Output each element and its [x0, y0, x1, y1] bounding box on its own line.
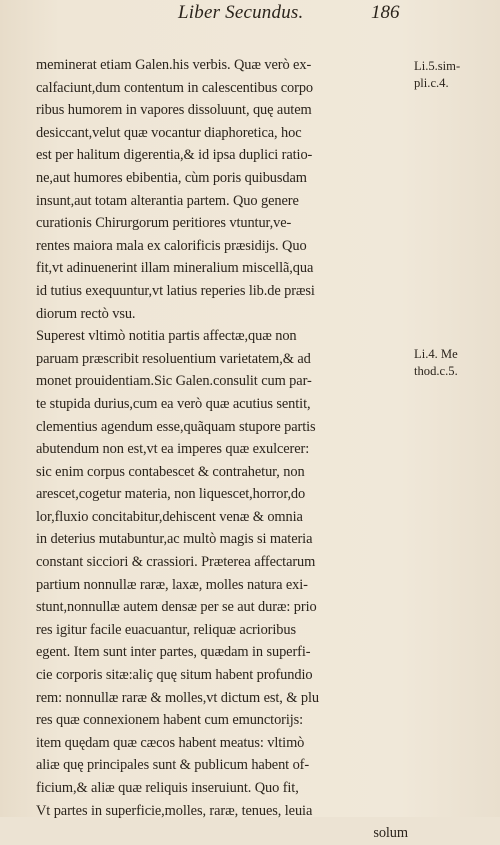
text-line: monet prouidentiam.Sic Galen.consulit cum par-	[36, 373, 312, 390]
text-line: insunt,aut totam alterantia partem. Quo genere	[36, 192, 299, 209]
text-line: rentes maiora mala ex calorificis præsidijs. Quo	[36, 237, 307, 254]
text-line: calfaciunt,dum contentum in calescentibus corpo	[36, 79, 314, 96]
text-line: te stupida durius,cum ea verò quæ acutius sentit,	[36, 395, 311, 412]
text-line: in deterius mutabuntur,ac multò magis si materia	[36, 531, 313, 548]
text-line: Superest vltimò notitia partis affectæ,quæ non	[36, 328, 297, 345]
text-line: Vt partes in superficie,molles, raræ, tenues, leuia	[36, 802, 313, 819]
marginal-note-line: thod.c.5.	[414, 364, 458, 378]
marginal-note-line: pli.c.4.	[414, 76, 449, 90]
text-line: paruam præscribit resoluentium varietatem,& ad	[36, 350, 311, 367]
text-line: ficium,& aliæ quæ reliquis inseruiunt. Quo fit,	[36, 780, 299, 796]
text-line: constant sicciori & crassiori. Præterea affectarum	[36, 554, 316, 571]
catchword: solum	[373, 825, 408, 842]
text-line: aliæ quę principales sunt & publicum habent of-	[36, 757, 310, 774]
marginal-note-line: Li.4. Me	[414, 347, 458, 361]
text-line: lor,fluxio concitabitur,dehiscent venæ & omnia	[36, 508, 303, 525]
text-line: curationis Chirurgorum peritiores vtuntur,ve-	[36, 215, 292, 232]
text-line: stunt,nonnullæ autem densæ per se aut duræ: prio	[36, 599, 317, 616]
text-line: meminerat etiam Galen.his verbis. Quæ verò ex-	[36, 57, 312, 73]
text-line: rem: nonnullæ raræ & molles,vt dictum est, & plu	[36, 689, 319, 706]
text-line: clementius agendum esse,quãquam stupore partis	[36, 418, 316, 435]
text-line: cie corporis sitæ:aliç quę situm habent profundio	[36, 667, 313, 684]
running-head: Liber Secundus.	[178, 2, 304, 23]
text-line: ribus humorem in vapores dissoluunt, quę autem	[36, 102, 312, 119]
text-line: ne,aut humores ebibentia, cùm poris quibusdam	[36, 169, 307, 186]
text-line: res quæ connexionem habent cum emunctorijs:	[36, 712, 304, 729]
page-header	[0, 0, 500, 30]
text-line: fit,vt adinuenerint illam mineralium miscellã,qua	[36, 260, 314, 277]
text-line: partium nonnullæ raræ, laxæ, molles natura exi-	[36, 576, 308, 593]
text-line: est per halitum digerentia,& id ipsa duplici ratio-	[36, 147, 313, 164]
marginal-note-line: Li.5.sim-	[414, 59, 461, 73]
main-text-block	[36, 54, 412, 845]
text-line: item quędam quæ cæcos habent meatus: vltimò	[36, 734, 305, 751]
text-line: egent. Item sunt inter partes, quædam in superfi-	[36, 644, 311, 661]
text-line: arescet,cogetur materia, non liquescet,horror,do	[36, 486, 306, 503]
text-line: abutendum non est,vt ea imperes quæ exulcerer:	[36, 441, 310, 458]
page-number: 186	[371, 2, 400, 23]
text-line: res igitur facile euacuantur, reliquæ acrioribus	[36, 621, 296, 638]
text-line: id tutius exequuntur,vt latius reperies lib.de præsi	[36, 282, 315, 299]
marginal-note	[414, 346, 458, 380]
marginal-note	[414, 58, 460, 92]
text-line: desiccant,velut quæ vocantur diaphoretica, hoc	[36, 124, 302, 141]
text-line: sic enim corpus contabescet & contrahetur, non	[36, 463, 305, 480]
text-line: diorum rectò vsu.	[36, 305, 136, 322]
